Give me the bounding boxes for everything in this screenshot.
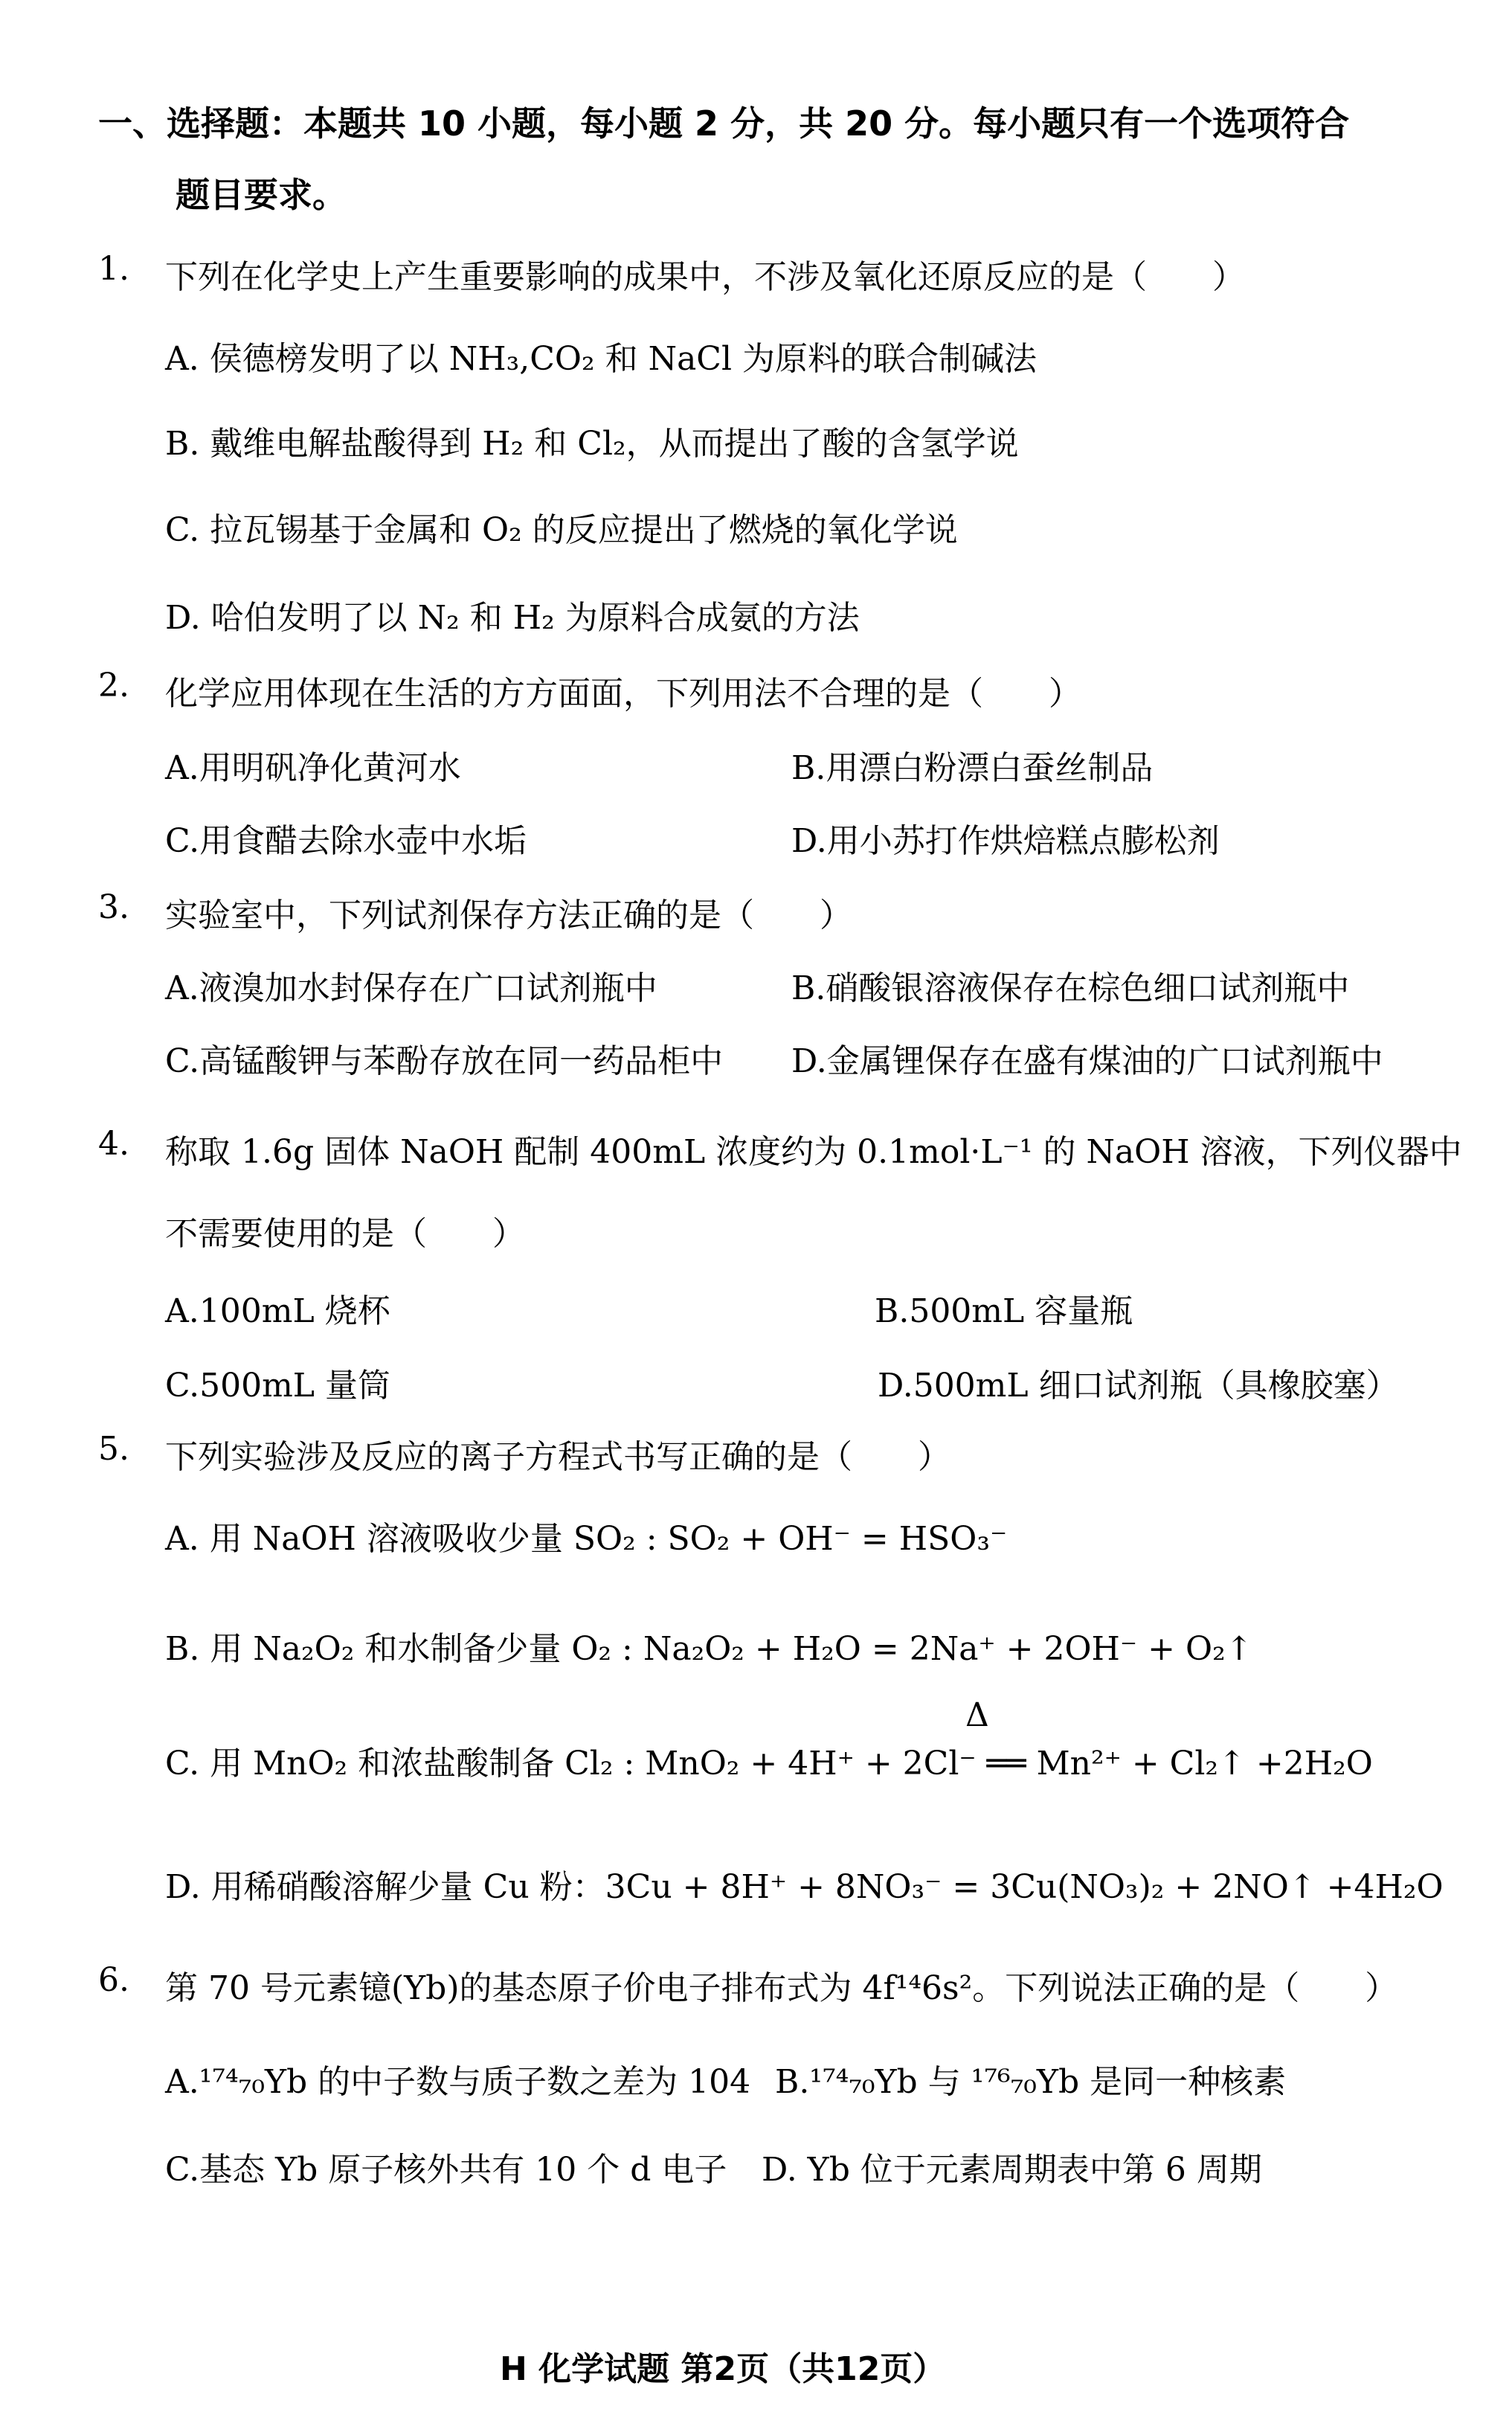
question-4-option-a: A.100mL 烧杯 (165, 1292, 390, 1330)
question-1-option-c: C. 拉瓦锡基于金属和 O₂ 的反应提出了燃烧的氧化学说 (165, 511, 958, 549)
question-1-option-a: A. 侯德榜发明了以 NH₃,CO₂ 和 NaCl 为原料的联合制碱法 (165, 340, 1038, 378)
question-2-option-d: D.用小苏打作烘焙糕点膨松剂 (791, 822, 1220, 860)
question-1-number: 1. (98, 250, 129, 288)
question-3-option-b: B.硝酸银溶液保存在棕色细口试剂瓶中 (791, 969, 1350, 1007)
question-4-stem-line2: 不需要使用的是（ ） (165, 1215, 525, 1253)
question-5-option-b: B. 用 Na₂O₂ 和水制备少量 O₂ : Na₂O₂ + H₂O = 2Na⁺ + 2OH⁻ + O₂↑ (165, 1630, 1253, 1668)
question-1-stem: 下列在化学史上产生重要影响的成果中，不涉及氧化还原反应的是（ ） (165, 258, 1245, 296)
question-6-option-b: B.¹⁷⁴₇₀Yb 与 ¹⁷⁶₇₀Yb 是同一种核素 (775, 2063, 1287, 2101)
question-4-option-b: B.500mL 容量瓶 (875, 1292, 1133, 1330)
question-5-option-a: A. 用 NaOH 溶液吸收少量 SO₂ : SO₂ + OH⁻ = HSO₃⁻ (165, 1520, 1008, 1558)
question-5-number: 5. (98, 1430, 129, 1468)
question-5-option-d: D. 用稀硝酸溶解少量 Cu 粉：3Cu + 8H⁺ + 8NO₃⁻ = 3Cu(NO₃)₂ + 2NO↑ +4H₂O (165, 1868, 1444, 1906)
question-4-number: 4. (98, 1125, 129, 1163)
question-6-option-a: A.¹⁷⁴₇₀Yb 的中子数与质子数之差为 104 (165, 2063, 751, 2101)
question-6-stem: 第 70 号元素镱(Yb)的基态原子价电子排布式为 4f¹⁴6s²。下列说法正确的是（ ） (165, 1969, 1398, 2007)
question-5-option-c: C. 用 MnO₂ 和浓盐酸制备 Cl₂ : MnO₂ + 4H⁺ + 2Cl⁻ ══ Mn²⁺ + Cl₂↑ +2H₂O (165, 1745, 1373, 1783)
question-6-option-d: D. Yb 位于元素周期表中第 6 周期 (762, 2151, 1262, 2189)
question-5-stem: 下列实验涉及反应的离子方程式书写正确的是（ ） (165, 1438, 950, 1476)
question-2-option-b: B.用漂白粉漂白蚕丝制品 (791, 749, 1154, 787)
question-3-option-d: D.金属锂保存在盛有煤油的广口试剂瓶中 (791, 1042, 1383, 1080)
question-3-option-c: C.高锰酸钾与苯酚存放在同一药品柜中 (165, 1042, 724, 1080)
question-3-option-a: A.液溴加水封保存在广口试剂瓶中 (165, 969, 657, 1007)
question-4-option-c: C.500mL 量筒 (165, 1367, 390, 1405)
question-2-number: 2. (98, 667, 129, 705)
heat-symbol: Δ (965, 1696, 989, 1734)
question-2-option-a: A.用明矾净化黄河水 (165, 749, 461, 787)
question-2-stem: 化学应用体现在生活的方方面面，下列用法不合理的是（ ） (165, 675, 1081, 713)
page-footer: H 化学试题 第2页（共12页） (500, 2350, 946, 2388)
question-4-stem: 称取 1.6g 固体 NaOH 配制 400mL 浓度约为 0.1mol·L⁻¹ 的 NaOH 溶液，下列仪器中 (165, 1133, 1462, 1171)
question-6-number: 6. (98, 1961, 129, 1999)
question-3-stem: 实验室中，下列试剂保存方法正确的是（ ） (165, 896, 852, 934)
question-4-option-d: D.500mL 细口试剂瓶（具橡胶塞） (878, 1367, 1399, 1405)
section-header-line2: 题目要求。 (176, 175, 347, 215)
question-1-option-d: D. 哈伯发明了以 N₂ 和 H₂ 为原料合成氨的方法 (165, 599, 860, 637)
question-6-option-c: C.基态 Yb 原子核外共有 10 个 d 电子 (165, 2151, 727, 2189)
question-3-number: 3. (98, 888, 129, 926)
question-2-option-c: C.用食醋去除水壶中水垢 (165, 822, 527, 860)
question-1-option-b: B. 戴维电解盐酸得到 H₂ 和 Cl₂，从而提出了酸的含氢学说 (165, 425, 1019, 463)
section-header-line1: 一、选择题：本题共 10 小题，每小题 2 分，共 20 分。每小题只有一个选项符合 (98, 103, 1350, 144)
